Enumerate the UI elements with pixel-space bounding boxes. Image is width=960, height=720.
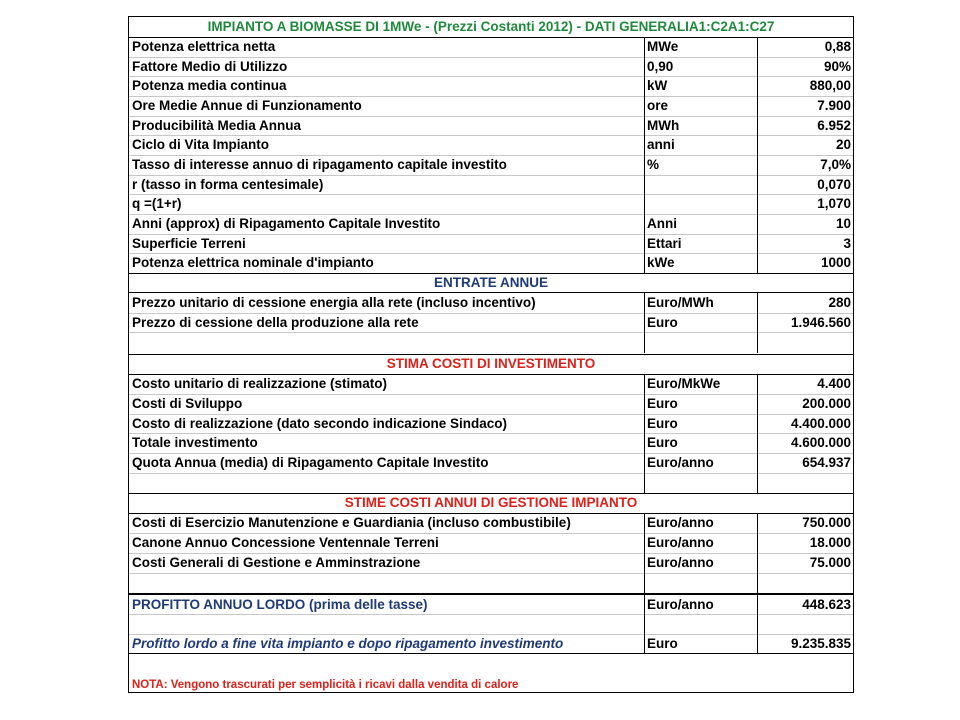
row-unit: Anni: [647, 216, 677, 232]
table-row: [129, 253, 853, 273]
note-row: [129, 677, 853, 693]
table-row: [129, 116, 853, 136]
row-value: 1.946.560: [790, 314, 851, 330]
row-label: Producibilità Media Annua: [132, 117, 302, 133]
profitto-vita-value: 9.235.835: [790, 636, 851, 651]
table-row: [129, 533, 853, 553]
row-label: Canone Annuo Concessione Ventennale Terreni: [132, 535, 439, 550]
row-value: 280: [828, 295, 851, 310]
row-unit: Euro/anno: [647, 455, 714, 471]
row-unit: [647, 175, 757, 195]
row-unit: 0,90: [647, 58, 674, 74]
profitto-vita-label: Profitto lordo a fine vita impianto e dopo ripagamento investimento: [132, 636, 564, 651]
note-text: NOTA: Vengono trascurati per semplicità i ricavi dalla vendita di calore: [132, 679, 519, 691]
row-value: 1,070: [817, 196, 851, 212]
row-label: Costi di Sviluppo: [132, 395, 243, 411]
table-row: [129, 234, 853, 254]
blank-row: [129, 614, 853, 634]
row-unit: anni: [647, 137, 675, 153]
table-row: [129, 293, 853, 313]
row-label: q =(1+r): [132, 196, 182, 212]
row-value: 200.000: [802, 395, 851, 411]
spreadsheet-table: [128, 16, 854, 693]
section-header-gestione: [129, 493, 853, 513]
row-value: 654.937: [802, 455, 851, 471]
row-label: Ciclo di Vita Impianto: [132, 137, 270, 153]
row-label: Costi di Esercizio Manutenzione e Guardiania (incluso combustibile): [132, 515, 571, 530]
row-label: Fattore Medio di Utilizzo: [132, 58, 288, 74]
row-value: 7.900: [817, 98, 851, 113]
row-label: Ore Medie Annue di Funzionamento: [132, 98, 362, 113]
profitto-vita-row: [129, 634, 853, 653]
row-unit: [647, 194, 757, 214]
row-label: Potenza media continua: [132, 78, 287, 94]
row-value: 0,070: [817, 176, 851, 192]
row-value: 20: [835, 137, 851, 153]
row-unit: Euro/MkWe: [647, 376, 721, 391]
row-value: 4.400.000: [790, 415, 851, 431]
section-header-entrate: [129, 273, 853, 292]
table-row: [129, 175, 853, 195]
row-unit: Ettari: [647, 235, 682, 251]
row-value: 75.000: [809, 555, 851, 570]
table-row: [129, 96, 853, 116]
row-label: Superficie Terreni: [132, 235, 246, 251]
table-row: [129, 513, 853, 533]
table-row: [129, 37, 853, 57]
row-label: Prezzo unitario di cessione energia alla rete (incluso incentivo): [132, 295, 536, 310]
row-unit: %: [647, 157, 660, 173]
profitto-unit: Euro/anno: [647, 597, 714, 612]
row-label: Costo di realizzazione (dato secondo indicazione Sindaco): [132, 415, 508, 431]
row-label: Costi Generali di Gestione e Amminstrazione: [132, 555, 421, 570]
table-row: [129, 57, 853, 77]
table-row: [129, 155, 853, 175]
row-value: 880,00: [809, 78, 851, 94]
row-unit: Euro/anno: [647, 535, 714, 550]
table-row: [129, 313, 853, 333]
profitto-vita-unit: Euro: [647, 636, 678, 651]
row-label: Costo unitario di realizzazione (stimato): [132, 376, 388, 391]
table-row: [129, 433, 853, 453]
row-value: 18.000: [809, 535, 851, 550]
row-value: 0,88: [824, 39, 851, 54]
table-row: [129, 214, 853, 234]
row-unit: Euro: [647, 415, 678, 431]
profitto-label: PROFITTO ANNUO LORDO (prima delle tasse): [132, 597, 428, 612]
row-value: 1000: [820, 255, 851, 271]
table-row: [129, 553, 853, 573]
row-value: 3: [843, 235, 851, 251]
row-label: Totale investimento: [132, 435, 258, 451]
row-label: Anni (approx) di Ripagamento Capitale Investito: [132, 216, 441, 232]
table-row: [129, 194, 853, 214]
row-unit: ore: [647, 98, 669, 113]
table-row: [129, 394, 853, 414]
row-value: 10: [835, 216, 851, 232]
table-row: [129, 453, 853, 473]
row-unit: Euro: [647, 395, 678, 411]
row-unit: Euro/anno: [647, 515, 714, 530]
row-value: 4.400: [817, 376, 851, 391]
row-unit: MWe: [647, 39, 679, 54]
row-unit: MWh: [647, 117, 680, 133]
row-label: Potenza elettrica nominale d'impianto: [132, 255, 374, 271]
row-value: 7,0%: [820, 157, 851, 173]
blank-row: [129, 332, 853, 353]
table-row: [129, 414, 853, 434]
profitto-row: [129, 595, 853, 614]
blank-row: [129, 473, 853, 493]
row-unit: Euro: [647, 314, 678, 330]
row-label: Quota Annua (media) di Ripagamento Capitale Investito: [132, 455, 489, 471]
row-value: 6.952: [817, 117, 851, 133]
section-header-investimento: [129, 354, 853, 374]
row-value: 90%: [823, 58, 851, 74]
row-label: r (tasso in forma centesimale): [132, 176, 324, 192]
row-label: Potenza elettrica netta: [132, 39, 276, 54]
row-value: 750.000: [802, 515, 851, 530]
row-unit: kWe: [647, 255, 675, 271]
table-row: [129, 135, 853, 155]
gestione-header: STIME COSTI ANNUI DI GESTIONE IMPIANTO: [344, 495, 638, 510]
table-title: IMPIANTO A BIOMASSE DI 1MWe - (Prezzi Costanti 2012) - DATI GENERALIA1:C2A1:C27: [207, 19, 775, 34]
row-unit: Euro/MWh: [647, 295, 714, 310]
row-label: Tasso di interesse annuo di ripagamento capitale investito: [132, 157, 507, 173]
row-label: Prezzo di cessione della produzione alla rete: [132, 314, 419, 330]
blank-row: [129, 573, 853, 593]
profitto-value: 448.623: [802, 597, 851, 612]
row-unit: Euro/anno: [647, 555, 714, 570]
row-value: 4.600.000: [790, 435, 851, 451]
row-unit: kW: [647, 78, 668, 94]
table-row: [129, 76, 853, 96]
table-row: [129, 374, 853, 394]
title-row: [129, 17, 853, 37]
row-unit: Euro: [647, 435, 678, 451]
investimento-header: STIMA COSTI DI INVESTIMENTO: [386, 356, 596, 371]
entrate-header: ENTRATE ANNUE: [434, 275, 548, 290]
